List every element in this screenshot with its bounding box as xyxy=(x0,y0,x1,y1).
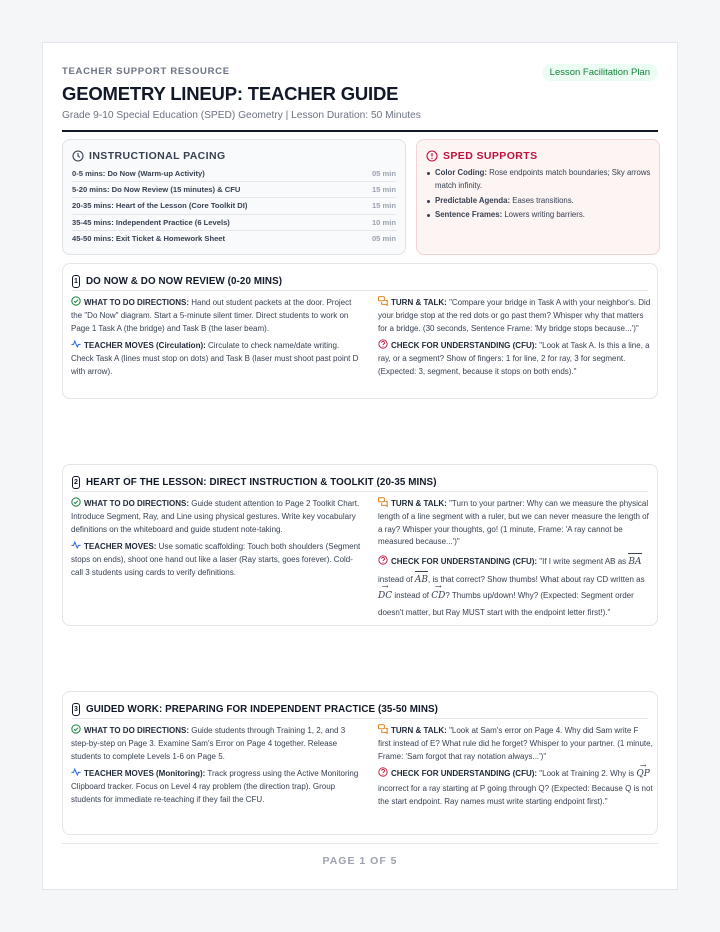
sped-title-text: SPED SUPPORTS xyxy=(443,150,538,162)
moves-label: TEACHER MOVES (Circulation): xyxy=(84,341,206,351)
cfu-text: "If I write segment AB as xyxy=(537,557,629,567)
cfu-label: CHECK FOR UNDERSTANDING (CFU): xyxy=(391,769,538,779)
moves-block xyxy=(71,339,361,378)
footer-divider xyxy=(62,843,658,844)
ray-notation: → DC xyxy=(378,588,392,605)
section-right-column xyxy=(378,296,653,383)
section-title: HEART OF THE LESSON: DIRECT INSTRUCTION & TOOLKIT (20-35 MINS) xyxy=(86,477,437,488)
cfu-block xyxy=(378,553,653,621)
turn-talk-block xyxy=(378,497,653,549)
clock-icon xyxy=(72,150,84,162)
pacing-time: 05 min xyxy=(371,234,396,244)
moves-text: Circulate to check name/date writing. Check Task A (lines must stop on dots) and Task B (laser must shoot past point D with arrow). xyxy=(71,341,359,376)
cfu-text: instead of xyxy=(392,591,432,601)
pacing-row xyxy=(72,182,396,198)
pacing-label: 0-5 mins: Do Now (Warm-up Activity) xyxy=(72,169,205,179)
directions-label: WHAT TO DO DIRECTIONS: xyxy=(84,298,190,307)
section-right-column xyxy=(378,724,653,812)
help-circle-icon xyxy=(378,555,388,565)
sped-item-text: Eases transitions. xyxy=(510,195,574,205)
section-number: 1 xyxy=(72,275,80,288)
page-title: GEOMETRY LINEUP: TEACHER GUIDE xyxy=(62,83,399,104)
sped-item-label: Color Coding: xyxy=(435,168,487,177)
chat-bubbles-icon xyxy=(378,724,388,734)
turn-talk-text: "Compare your bridge in Task A with your neighbor's. Did your bridge stop at the red dots or go past them? Whisper why that matters for a bridge. (30 seconds, Sentence Frame: 'My bridge stops because...')" xyxy=(378,298,651,333)
target-check-icon xyxy=(71,724,81,734)
pacing-row xyxy=(72,215,396,231)
section-do-now xyxy=(62,263,658,399)
pacing-label: 45-50 mins: Exit Ticket & Homework Sheet xyxy=(72,234,226,244)
pacing-list xyxy=(72,166,396,247)
sped-title xyxy=(426,150,537,162)
moves-block xyxy=(71,540,361,579)
help-circle-icon xyxy=(378,767,388,777)
sped-item-label: Predictable Agenda: xyxy=(435,195,511,205)
cfu-text: instead of xyxy=(378,574,415,584)
section-left-column xyxy=(71,296,361,383)
chat-bubbles-icon xyxy=(378,296,388,306)
turn-talk-block xyxy=(378,296,653,335)
section-number: 3 xyxy=(72,703,80,716)
moves-label: TEACHER MOVES (Monitoring): xyxy=(84,769,206,779)
turn-talk-text: "Turn to your partner: Why can we measure the physical length of a line segment with a ruler, but we can never measure the length of a ray? Whisper your thoughts, go! (1 minute, Frame: 'A ray cannot be measured because...')" xyxy=(378,499,649,547)
pacing-time: 10 min xyxy=(371,217,396,227)
section-heart-of-lesson xyxy=(62,464,658,626)
pacing-time: 15 min xyxy=(371,185,396,195)
section-header xyxy=(72,474,648,492)
pacing-label: 35-45 mins: Independent Practice (6 Levels) xyxy=(72,217,230,227)
moves-label: TEACHER MOVES: xyxy=(84,542,157,552)
turn-talk-text: "Look at Sam's error on Page 4. Why did Sam write F first instead of E? What rule did he forget? Whisper to your partner. (1 minute, Frame: 'Sam forgot that ray notation always...')" xyxy=(378,726,653,761)
activity-icon xyxy=(71,339,81,349)
directions-block xyxy=(71,296,361,335)
sped-item xyxy=(426,209,651,222)
ray-notation: → QP xyxy=(636,768,649,781)
sped-item-text: Lowers writing barriers. xyxy=(502,210,585,220)
directions-label: WHAT TO DO DIRECTIONS: xyxy=(84,726,190,735)
section-left-column xyxy=(71,497,361,584)
sped-item xyxy=(426,167,651,193)
target-check-icon xyxy=(71,296,81,306)
cfu-label: CHECK FOR UNDERSTANDING (CFU): xyxy=(391,557,538,567)
cfu-text: "Look at Task A. Is this a line, a ray, or a segment? Show of fingers: 1 for line, 2 for ray, 3 for segment. (Expected: 3, segment, because it stops on both ends)." xyxy=(378,341,650,376)
section-header xyxy=(72,701,648,719)
directions-text: Guide student attention to Page 2 Toolkit Chart. Introduce Segment, Ray, and Line using physical gestures. Write key vocabulary definitions on the whiteboard and guide student note-taking. xyxy=(71,499,360,534)
directions-text: Guide students through Training 1, 2, and 3 step-by-step on Page 3. Examine Sam's Error on Page 4 together. Release students to complete Levels 1-6 on Page 5. xyxy=(71,726,346,761)
section-right-column xyxy=(378,497,653,626)
pacing-title xyxy=(72,150,226,162)
page xyxy=(42,42,678,890)
section-title: DO NOW & DO NOW REVIEW (0-20 MINS) xyxy=(86,276,283,287)
pacing-panel xyxy=(62,139,406,255)
target-check-icon xyxy=(71,497,81,507)
cfu-label: CHECK FOR UNDERSTANDING (CFU): xyxy=(391,341,538,351)
section-title: GUIDED WORK: PREPARING FOR INDEPENDENT PRACTICE (35-50 MINS) xyxy=(86,704,438,715)
pacing-row xyxy=(72,198,396,214)
directions-text: Hand out student packets at the door. Project the "Do Now" diagram. Start a 5-minute silent timer. Direct students to work on Page 1 Task A (the bridge) and Task B (the laser beam). xyxy=(71,298,352,333)
moves-text: Use somatic scaffolding: Touch both shoulders (Segment stops on ends), shoot one hand out like a laser (Ray starts, goes forever). Cold-call 3 students using cards to verify definitions. xyxy=(71,542,361,577)
eyebrow-label: TEACHER SUPPORT RESOURCE xyxy=(62,66,230,77)
sped-item xyxy=(426,195,651,208)
cfu-text: ? Thumbs up/down! Why? (Expected: Segment order doesn't matter, but Ray MUST start with the endpoint letter first!)." xyxy=(378,591,634,617)
help-circle-icon xyxy=(378,339,388,349)
turn-talk-label: TURN & TALK: xyxy=(391,298,447,307)
cfu-block xyxy=(378,339,653,378)
turn-talk-block xyxy=(378,724,653,763)
section-header xyxy=(72,273,648,291)
segment-notation: BA xyxy=(628,553,641,571)
activity-icon xyxy=(71,540,81,550)
ray-notation: → CD xyxy=(431,588,445,605)
section-left-column xyxy=(71,724,361,811)
page-subtitle: Grade 9-10 Special Education (SPED) Geometry | Lesson Duration: 50 Minutes xyxy=(62,110,421,121)
pacing-row xyxy=(72,166,396,182)
title-divider xyxy=(62,130,658,132)
turn-talk-label: TURN & TALK: xyxy=(391,499,447,508)
segment-notation: AB xyxy=(415,571,428,589)
pacing-label: 20-35 mins: Heart of the Lesson (Core Toolkit DI) xyxy=(72,201,248,211)
sped-item-text: Rose endpoints match boundaries; Sky arrows match infinity. xyxy=(435,168,651,190)
pacing-row xyxy=(72,231,396,247)
section-guided-work xyxy=(62,691,658,835)
sped-panel xyxy=(416,139,660,255)
pacing-title-text: INSTRUCTIONAL PACING xyxy=(89,150,226,162)
moves-block xyxy=(71,767,361,806)
pacing-time: 05 min xyxy=(371,169,396,179)
plan-badge: Lesson Facilitation Plan xyxy=(542,64,658,81)
pacing-time: 15 min xyxy=(371,201,396,211)
directions-block xyxy=(71,497,361,536)
cfu-block xyxy=(378,767,653,808)
cfu-text: incorrect for a ray starting at P going through Q? (Expected: Because Q is not the start endpoint. Ray names must write starting endpoint first)." xyxy=(378,783,653,806)
activity-icon xyxy=(71,767,81,777)
moves-text: Track progress using the Active Monitoring Clipboard tracker. Focus on Level 4 ray problem (the direction trap). Group students for immediate re-teaching if they fail the CFU. xyxy=(71,769,359,804)
turn-talk-label: TURN & TALK: xyxy=(391,726,447,735)
pacing-label: 5-20 mins: Do Now Review (15 minutes) & CFU xyxy=(72,185,241,195)
directions-block xyxy=(71,724,361,763)
sped-list xyxy=(426,167,651,224)
alert-circle-icon xyxy=(426,150,438,162)
cfu-text: "Look at Training 2. Why is xyxy=(537,769,637,779)
header-top xyxy=(62,65,658,81)
page-number: PAGE 1 OF 5 xyxy=(322,855,398,867)
cfu-text: , is that correct? Show thumbs! What about ray CD written as xyxy=(428,574,645,584)
directions-label: WHAT TO DO DIRECTIONS: xyxy=(84,499,190,508)
chat-bubbles-icon xyxy=(378,497,388,507)
sped-item-label: Sentence Frames: xyxy=(435,210,503,220)
section-number: 2 xyxy=(72,476,80,489)
